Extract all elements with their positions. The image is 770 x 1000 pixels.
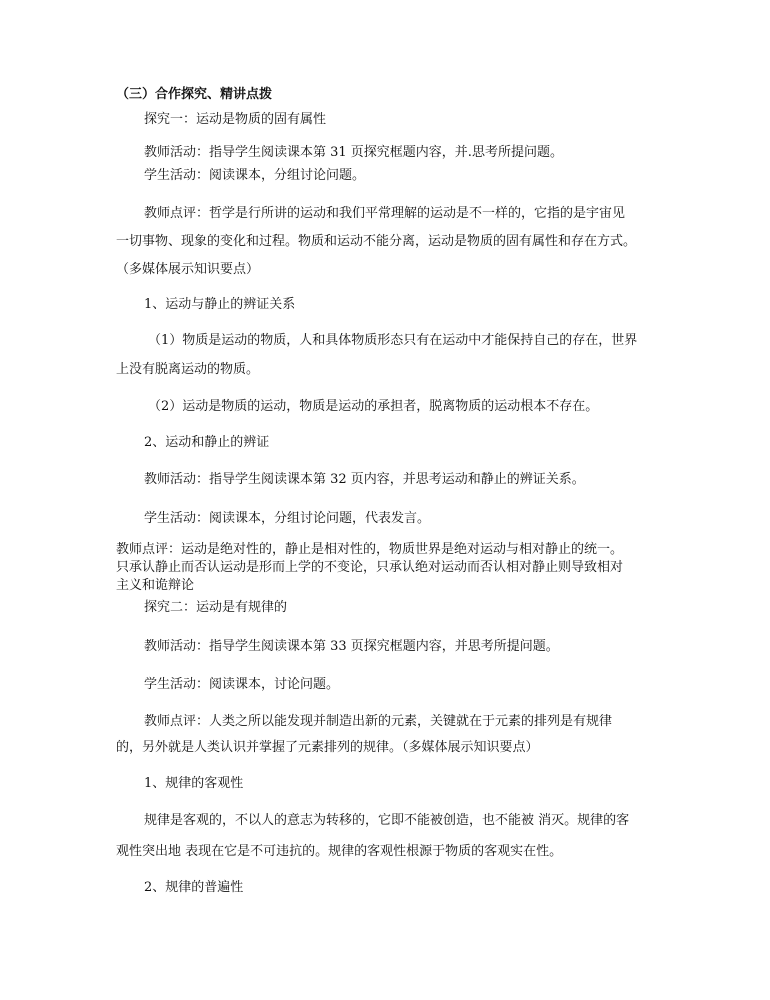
- explore1-teacher-comment-line1: 教师点评：哲学是行所讲的运动和我们平常理解的运动是不一样的，它指的是宇宙见: [144, 206, 626, 221]
- explore1-teacher-comment2-line3: 主义和诡辩论: [116, 578, 195, 593]
- explore1-point2-title: 2、运动和静止的辨证: [144, 435, 270, 450]
- explore2-student-activity: 学生活动：阅读课本，讨论问题。: [144, 677, 340, 692]
- explore2-title: 探究二：运动是有规律的: [144, 600, 288, 615]
- explore1-teacher-activity2: 教师活动：指导学生阅读课本第 32 页内容，并思考运动和静止的辨证关系。: [144, 472, 585, 487]
- explore1-teacher-activity: 教师活动：指导学生阅读课本第 31 页探究框题内容，并.思考所提问题。: [144, 145, 563, 160]
- explore2-point1-line2: 观性突出地 表现在它是不可违抗的。规律的客观性根源于物质的客观实在性。: [116, 844, 563, 859]
- explore2-teacher-comment-line1: 教师点评：人类之所以能发现并制造出新的元素，关键就在于元素的排列是有规律: [144, 714, 613, 729]
- explore1-teacher-comment-line2: 一切事物、现象的变化和过程。物质和运动不能分离，运动是物质的固有属性和存在方式。: [116, 234, 637, 249]
- explore2-teacher-comment-line2: 的，另外就是人类认识并掌握了元素排列的规律。（多媒体展示知识要点）: [116, 740, 539, 755]
- explore2-point1-title: 1、规律的客观性: [144, 776, 244, 791]
- explore1-teacher-comment-line3: （多媒体展示知识要点）: [116, 262, 260, 277]
- explore1-student-activity: 学生活动：阅读课本，分组讨论问题。: [144, 168, 366, 183]
- explore1-student-activity2: 学生活动：阅读课本，分组讨论问题，代表发言。: [144, 511, 431, 526]
- explore1-point1-item2: （2）运动是物质的运动，物质是运动的承担者，脱离物质的运动根本不存在。: [148, 399, 599, 414]
- explore2-point1-line1: 规律是客观的，不以人的意志为转移的，它即不能被创造，也不能被 消灭。规律的客: [144, 813, 630, 828]
- section-title: （三）合作探究、精讲点拨: [116, 87, 273, 102]
- explore1-point1-item1-line2: 上没有脱离运动的物质。: [116, 362, 260, 377]
- explore1-point1-item1-line1: （1）物质是运动的物质，人和具体物质形态只有在运动中才能保持自己的存在，世界: [148, 333, 638, 348]
- explore2-point2-title: 2、规律的普遍性: [144, 880, 244, 895]
- explore1-point1-title: 1、运动与静止的辨证关系: [144, 297, 296, 312]
- explore1-teacher-comment2-line2: 只承认静止而否认运动是形而上学的不变论，只承认绝对运动而否认相对静止则导致相对: [116, 560, 624, 575]
- explore1-teacher-comment2-line1: 教师点评：运动是绝对性的，静止是相对性的，物质世界是绝对运动与相对静止的统一。: [116, 542, 624, 557]
- explore2-teacher-activity: 教师活动：指导学生阅读课本第 33 页探究框题内容，并思考所提问题。: [144, 639, 559, 654]
- explore1-title: 探究一：运动是物质的固有属性: [144, 112, 327, 127]
